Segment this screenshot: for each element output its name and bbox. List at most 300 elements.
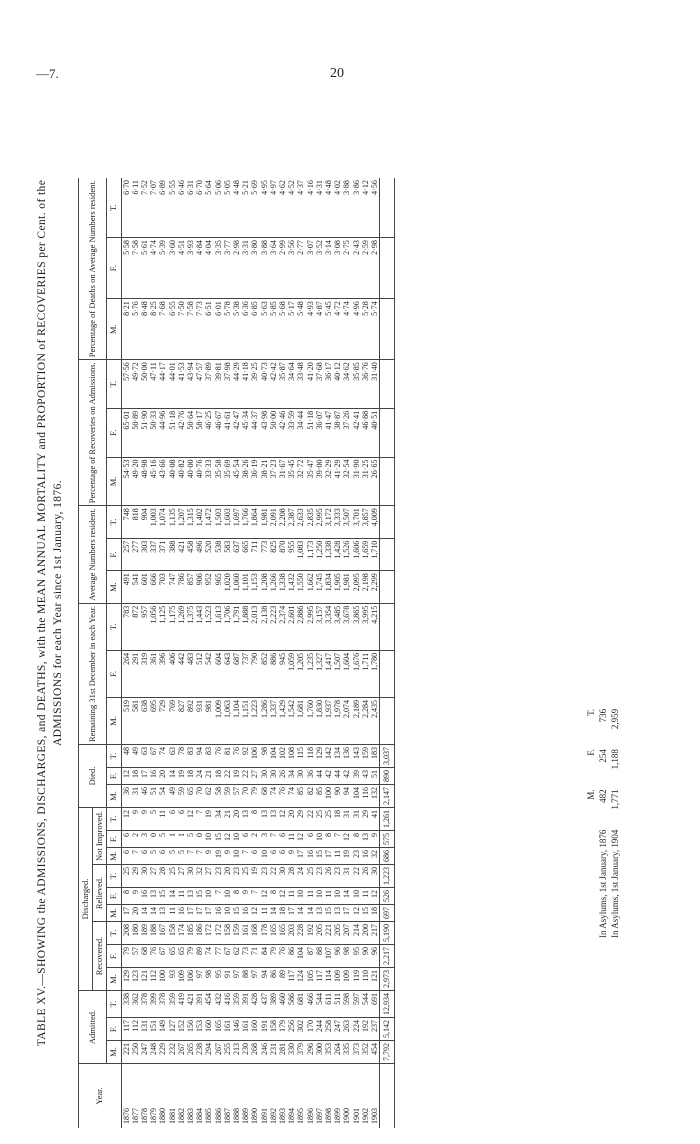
- value-cell: 31: [352, 808, 361, 831]
- value-cell: 13: [149, 888, 158, 905]
- value-cell: 17: [195, 905, 204, 922]
- value-cell: 76: [214, 745, 223, 768]
- value-cell: 13: [333, 905, 342, 922]
- value-cell: 14: [342, 888, 351, 905]
- table-row: [223, 178, 232, 1128]
- value-cell: 1,603: [223, 506, 232, 539]
- sex-header-t: T.: [107, 922, 121, 945]
- total-cell: 5,190: [380, 922, 394, 945]
- value-cell: 29: [296, 808, 305, 831]
- value-cell: 217: [370, 922, 380, 945]
- value-cell: 8·48: [140, 299, 149, 360]
- value-cell: 541: [131, 571, 140, 604]
- value-cell: 10: [260, 848, 269, 865]
- totals-row: [380, 178, 394, 1128]
- year-cell: 1886: [213, 1108, 223, 1124]
- value-cell: 3·86: [352, 178, 361, 238]
- value-cell: 121: [140, 968, 149, 991]
- value-cell: 1,432: [287, 571, 296, 604]
- table-row: [296, 178, 305, 1128]
- sex-header-f: F.: [107, 831, 121, 848]
- sex-header-f: F.: [107, 945, 121, 968]
- value-cell: 158: [269, 1018, 278, 1041]
- value-cell: 5·21: [241, 178, 250, 238]
- value-cell: 870: [278, 538, 287, 571]
- value-cell: 1,981: [260, 506, 269, 539]
- value-cell: 76: [278, 785, 287, 808]
- value-cell: 15: [361, 905, 370, 922]
- value-cell: 11: [324, 888, 333, 905]
- value-cell: 14: [149, 905, 158, 922]
- value-cell: 149: [158, 1018, 167, 1041]
- value-cell: 291: [131, 650, 140, 697]
- value-cell: 5·39: [158, 238, 167, 299]
- value-cell: 23: [352, 848, 361, 865]
- value-cell: 3·35: [214, 238, 223, 299]
- value-cell: 41·53: [177, 360, 186, 409]
- year-cell: 1899: [333, 1108, 343, 1124]
- value-cell: 98: [342, 945, 351, 968]
- year-cell: 1877: [130, 1108, 140, 1124]
- value-cell: 40·82: [177, 457, 186, 506]
- value-cell: 76: [278, 945, 287, 968]
- value-cell: 2,299: [370, 571, 380, 604]
- table-row: [333, 178, 342, 1128]
- statistics-table: [78, 178, 395, 1128]
- value-cell: 83: [204, 745, 213, 768]
- value-cell: 65: [177, 945, 186, 968]
- value-cell: 611: [324, 991, 333, 1018]
- value-cell: 955: [287, 538, 296, 571]
- value-cell: 10: [296, 888, 305, 905]
- value-cell: 13: [158, 905, 167, 922]
- value-cell: 63: [140, 745, 149, 768]
- value-cell: 892: [186, 697, 195, 744]
- table-row: [287, 178, 296, 1128]
- value-cell: 432: [214, 991, 223, 1018]
- value-cell: 32: [195, 865, 204, 888]
- value-cell: 7: [195, 808, 204, 831]
- value-cell: 5·85: [269, 299, 278, 360]
- value-cell: 88: [241, 968, 250, 991]
- value-cell: 100: [158, 968, 167, 991]
- value-cell: 3·88: [342, 178, 351, 238]
- value-cell: 1,151: [241, 697, 250, 744]
- value-cell: 7·07: [149, 178, 158, 238]
- value-cell: 491: [121, 571, 131, 604]
- value-cell: 41·20: [306, 360, 315, 409]
- sex-header-t: T.: [107, 178, 121, 238]
- value-cell: 2·43: [352, 238, 361, 299]
- year-cell: 1883: [186, 1108, 196, 1124]
- value-cell: 45·34: [241, 408, 250, 457]
- value-cell: 1,888: [241, 603, 250, 650]
- value-cell: 1,173: [306, 538, 315, 571]
- value-cell: 2·77: [296, 238, 305, 299]
- value-cell: 15: [214, 831, 223, 848]
- value-cell: 391: [241, 991, 250, 1018]
- value-cell: 31·90: [352, 457, 361, 506]
- table-row: [177, 178, 186, 1128]
- value-cell: 44: [315, 768, 324, 785]
- value-cell: 0: [149, 831, 158, 848]
- value-cell: 4·04: [204, 238, 213, 299]
- total-cell: 575: [380, 831, 394, 848]
- value-cell: 4·48: [324, 178, 333, 238]
- value-cell: 711: [250, 538, 259, 571]
- table-row: [232, 178, 241, 1128]
- value-cell: 2·98: [370, 238, 380, 299]
- total-cell: 7,792: [380, 1041, 394, 1064]
- value-cell: 14: [140, 905, 149, 922]
- table-row: [250, 178, 259, 1128]
- value-cell: 945: [278, 650, 287, 697]
- sex-header-m: M.: [107, 571, 121, 604]
- value-cell: 79: [269, 945, 278, 968]
- table-row: [278, 178, 287, 1128]
- value-cell: 6·85: [250, 299, 259, 360]
- value-cell: 7: [250, 888, 259, 905]
- value-cell: 23: [260, 865, 269, 888]
- value-cell: 178: [260, 922, 269, 945]
- value-cell: 156: [186, 1018, 195, 1041]
- value-cell: 33·33: [204, 457, 213, 506]
- value-cell: 42: [342, 768, 351, 785]
- value-cell: 37·23: [269, 457, 278, 506]
- value-cell: 5·61: [140, 238, 149, 299]
- value-cell: 1,428: [333, 538, 342, 571]
- sex-header-f: F.: [107, 768, 121, 785]
- value-cell: 6: [158, 848, 167, 865]
- value-cell: 1,864: [250, 506, 259, 539]
- value-cell: 37·89: [204, 360, 213, 409]
- value-cell: 12: [278, 888, 287, 905]
- sex-header-m: M.: [107, 1041, 121, 1064]
- value-cell: 1,286: [260, 697, 269, 744]
- value-cell: 362: [131, 991, 140, 1018]
- value-cell: 57: [131, 945, 140, 968]
- value-cell: 9: [223, 848, 232, 865]
- value-cell: 19: [342, 848, 351, 865]
- value-cell: 79: [250, 785, 259, 808]
- value-cell: 3,507: [342, 506, 351, 539]
- value-cell: 67: [149, 745, 158, 768]
- value-cell: 37·68: [315, 360, 324, 409]
- year-cell: 1895: [296, 1108, 306, 1124]
- value-cell: 637: [232, 538, 241, 571]
- value-cell: 1,697: [232, 506, 241, 539]
- value-cell: 3·08: [333, 238, 342, 299]
- value-cell: 5·45: [324, 299, 333, 360]
- value-cell: 1,443: [195, 603, 204, 650]
- value-cell: 158: [168, 922, 177, 945]
- recoveries-percentage-header: Percentage of Recoveries on Admissions.: [79, 360, 107, 506]
- value-cell: 232: [168, 1041, 177, 1064]
- value-cell: 131: [140, 1018, 149, 1041]
- value-cell: 1,125: [158, 603, 167, 650]
- value-cell: 2,601: [287, 603, 296, 650]
- value-cell: 42·47: [232, 408, 241, 457]
- value-cell: 118: [306, 745, 315, 768]
- value-cell: 1,606: [352, 538, 361, 571]
- value-cell: 10: [333, 888, 342, 905]
- value-cell: 8: [352, 831, 361, 848]
- value-cell: 6: [140, 848, 149, 865]
- value-cell: 44·01: [168, 360, 177, 409]
- value-cell: 1,937: [324, 697, 333, 744]
- value-cell: 35·85: [352, 360, 361, 409]
- value-cell: 5·55: [168, 178, 177, 238]
- value-cell: 7: [333, 831, 342, 848]
- value-cell: 4,215: [370, 603, 380, 650]
- value-cell: 267: [177, 1041, 186, 1064]
- value-cell: 2·75: [342, 238, 351, 299]
- value-cell: 23: [315, 865, 324, 888]
- value-cell: 598: [342, 991, 351, 1018]
- value-cell: 13: [361, 831, 370, 848]
- value-cell: 107: [324, 945, 333, 968]
- value-cell: 1,760: [306, 697, 315, 744]
- value-cell: 2·98: [232, 238, 241, 299]
- value-cell: 256: [287, 1018, 296, 1041]
- value-cell: 1,550: [296, 571, 305, 604]
- value-cell: 20: [131, 905, 140, 922]
- value-cell: 123: [131, 968, 140, 991]
- value-cell: 13: [315, 905, 324, 922]
- value-cell: 124: [296, 968, 305, 991]
- value-cell: 512: [195, 650, 204, 697]
- value-cell: 4·87: [315, 299, 324, 360]
- value-cell: 13: [241, 808, 250, 831]
- value-cell: 5·58: [121, 238, 131, 299]
- value-cell: 65: [186, 785, 195, 808]
- value-cell: 25: [241, 865, 250, 888]
- value-cell: 26: [324, 865, 333, 888]
- value-cell: 74: [269, 785, 278, 808]
- value-cell: 83: [186, 745, 195, 768]
- value-cell: 25: [324, 808, 333, 831]
- value-cell: 30: [186, 865, 195, 888]
- value-cell: 22: [223, 768, 232, 785]
- value-cell: 8: [269, 888, 278, 905]
- value-cell: 1,780: [370, 650, 380, 697]
- value-cell: 6: [121, 848, 131, 865]
- value-cell: 47·57: [195, 360, 204, 409]
- value-cell: 59: [223, 785, 232, 808]
- value-cell: 15: [232, 905, 241, 922]
- value-cell: 23: [214, 865, 223, 888]
- value-cell: 31·25: [361, 457, 370, 506]
- table-row: [158, 178, 167, 1128]
- value-cell: 79: [121, 945, 131, 968]
- value-cell: 267: [214, 1041, 223, 1064]
- value-cell: 17: [324, 848, 333, 865]
- value-cell: 142: [324, 745, 333, 768]
- value-cell: 25: [121, 865, 131, 888]
- value-cell: 7·50: [177, 299, 186, 360]
- rotated-table-stage: [30, 98, 680, 1128]
- value-cell: 213: [232, 1041, 241, 1064]
- sex-header-m: M.: [107, 299, 121, 360]
- value-cell: 687: [232, 650, 241, 697]
- value-cell: 38·26: [241, 457, 250, 506]
- value-cell: 4·16: [306, 178, 315, 238]
- year-cell: 1893: [278, 1108, 288, 1124]
- value-cell: 158: [223, 922, 232, 945]
- value-cell: 371: [158, 538, 167, 571]
- value-cell: 1,063: [223, 697, 232, 744]
- value-cell: 15: [315, 848, 324, 865]
- year-cell: 1876: [121, 1108, 131, 1124]
- value-cell: 3: [260, 831, 269, 848]
- value-cell: 65·01: [121, 408, 131, 457]
- value-cell: 852: [260, 650, 269, 697]
- value-cell: 45·54: [232, 457, 241, 506]
- value-cell: 6·11: [131, 178, 140, 238]
- value-cell: 2,995: [306, 603, 315, 650]
- value-cell: 22: [241, 768, 250, 785]
- table-row: [352, 178, 361, 1128]
- value-cell: 9: [370, 831, 380, 848]
- value-cell: 6: [121, 831, 131, 848]
- value-cell: 95: [214, 968, 223, 991]
- value-cell: 5·48: [296, 299, 305, 360]
- value-cell: 6·36: [241, 299, 250, 360]
- total-cell: 1,223: [380, 865, 394, 888]
- value-cell: 1,507: [333, 650, 342, 697]
- asylum-population-footer: [585, 699, 621, 948]
- value-cell: 21: [223, 808, 232, 831]
- value-cell: 4·62: [278, 178, 287, 238]
- value-cell: 1,083: [296, 538, 305, 571]
- value-cell: 31·40: [370, 360, 380, 409]
- value-cell: 1,060: [232, 571, 241, 604]
- value-cell: 127: [168, 1018, 177, 1041]
- value-cell: 6·55: [168, 299, 177, 360]
- value-cell: 70: [195, 785, 204, 808]
- value-cell: 191: [260, 1018, 269, 1041]
- value-cell: 38·87: [333, 408, 342, 457]
- value-cell: 296: [306, 1041, 315, 1064]
- value-cell: 40·76: [195, 457, 204, 506]
- value-cell: 50·33: [149, 408, 158, 457]
- value-cell: 179: [278, 1018, 287, 1041]
- value-cell: 12: [342, 831, 351, 848]
- value-cell: 691: [370, 991, 380, 1018]
- footer-1876-t: 736: [598, 708, 608, 723]
- value-cell: 9: [131, 808, 140, 831]
- value-cell: 63: [168, 745, 177, 768]
- value-cell: 86: [287, 945, 296, 968]
- value-cell: 34·62: [342, 360, 351, 409]
- value-cell: 168: [250, 922, 259, 945]
- table-row: [149, 178, 158, 1128]
- table-body: [121, 178, 394, 1128]
- value-cell: 94: [260, 968, 269, 991]
- value-cell: 6·89: [158, 178, 167, 238]
- value-cell: 51: [149, 785, 158, 808]
- table-title-line-2: ADMISSIONS for each Year since 1st January, 1876.: [52, 479, 64, 747]
- total-cell: 5,142: [380, 1018, 394, 1041]
- total-cell: 526: [380, 888, 394, 905]
- value-cell: 255: [223, 1041, 232, 1064]
- value-cell: 19: [204, 808, 213, 831]
- year-cell: 1898: [324, 1108, 334, 1124]
- value-cell: 4·56: [370, 178, 380, 238]
- value-cell: 6·31: [186, 178, 195, 238]
- year-cell: 1901: [351, 1108, 361, 1124]
- sex-header-t: T.: [107, 745, 121, 768]
- value-cell: 39: [352, 768, 361, 785]
- value-cell: 161: [223, 1018, 232, 1041]
- value-cell: 152: [177, 1018, 186, 1041]
- value-cell: 319: [140, 650, 149, 697]
- value-cell: 8: [324, 831, 333, 848]
- value-cell: 769: [168, 697, 177, 744]
- value-cell: 41: [370, 808, 380, 831]
- value-cell: 14: [296, 905, 305, 922]
- value-cell: 335: [342, 1041, 351, 1064]
- value-cell: 12: [121, 808, 131, 831]
- value-cell: 2·99: [278, 238, 287, 299]
- value-cell: 373: [352, 1041, 361, 1064]
- year-cell: 1896: [305, 1108, 315, 1124]
- deaths-percentage-header: Percentage of Deaths on Average Numbers resident.: [79, 178, 107, 360]
- value-cell: 13: [186, 888, 195, 905]
- value-cell: 6: [269, 848, 278, 865]
- value-cell: 11: [333, 848, 342, 865]
- value-cell: 419: [177, 991, 186, 1018]
- value-cell: 77: [214, 945, 223, 968]
- total-cell: 697: [380, 905, 394, 922]
- value-cell: 117: [287, 968, 296, 991]
- value-cell: 2,223: [269, 603, 278, 650]
- table-row: [186, 178, 195, 1128]
- value-cell: 886: [269, 650, 278, 697]
- value-cell: 904: [140, 506, 149, 539]
- value-cell: 544: [315, 991, 324, 1018]
- value-cell: 26·65: [370, 457, 380, 506]
- value-cell: 1,269: [177, 603, 186, 650]
- value-cell: 74: [287, 785, 296, 808]
- value-cell: 18: [333, 808, 342, 831]
- value-cell: 786: [177, 571, 186, 604]
- value-cell: 2,074: [342, 697, 351, 744]
- value-cell: 43·94: [186, 360, 195, 409]
- value-cell: 159: [361, 745, 370, 768]
- value-cell: 1,710: [370, 538, 380, 571]
- value-cell: 39·00: [315, 457, 324, 506]
- value-cell: 6: [278, 848, 287, 865]
- value-cell: 36·76: [361, 360, 370, 409]
- year-cell: 1902: [360, 1108, 370, 1124]
- total-cell: 1,261: [380, 808, 394, 831]
- value-cell: 6: [250, 848, 259, 865]
- value-cell: 1,175: [168, 603, 177, 650]
- value-cell: 747: [168, 571, 177, 604]
- table-row: [260, 178, 269, 1128]
- value-cell: 597: [352, 991, 361, 1018]
- value-cell: 5·78: [223, 299, 232, 360]
- sex-header-f: F.: [107, 1018, 121, 1041]
- value-cell: 42·76: [177, 408, 186, 457]
- value-cell: 161: [241, 922, 250, 945]
- value-cell: 165: [278, 922, 287, 945]
- sex-header-f: F.: [107, 538, 121, 571]
- value-cell: 20: [232, 808, 241, 831]
- value-cell: 134: [333, 745, 342, 768]
- value-cell: 8: [232, 888, 241, 905]
